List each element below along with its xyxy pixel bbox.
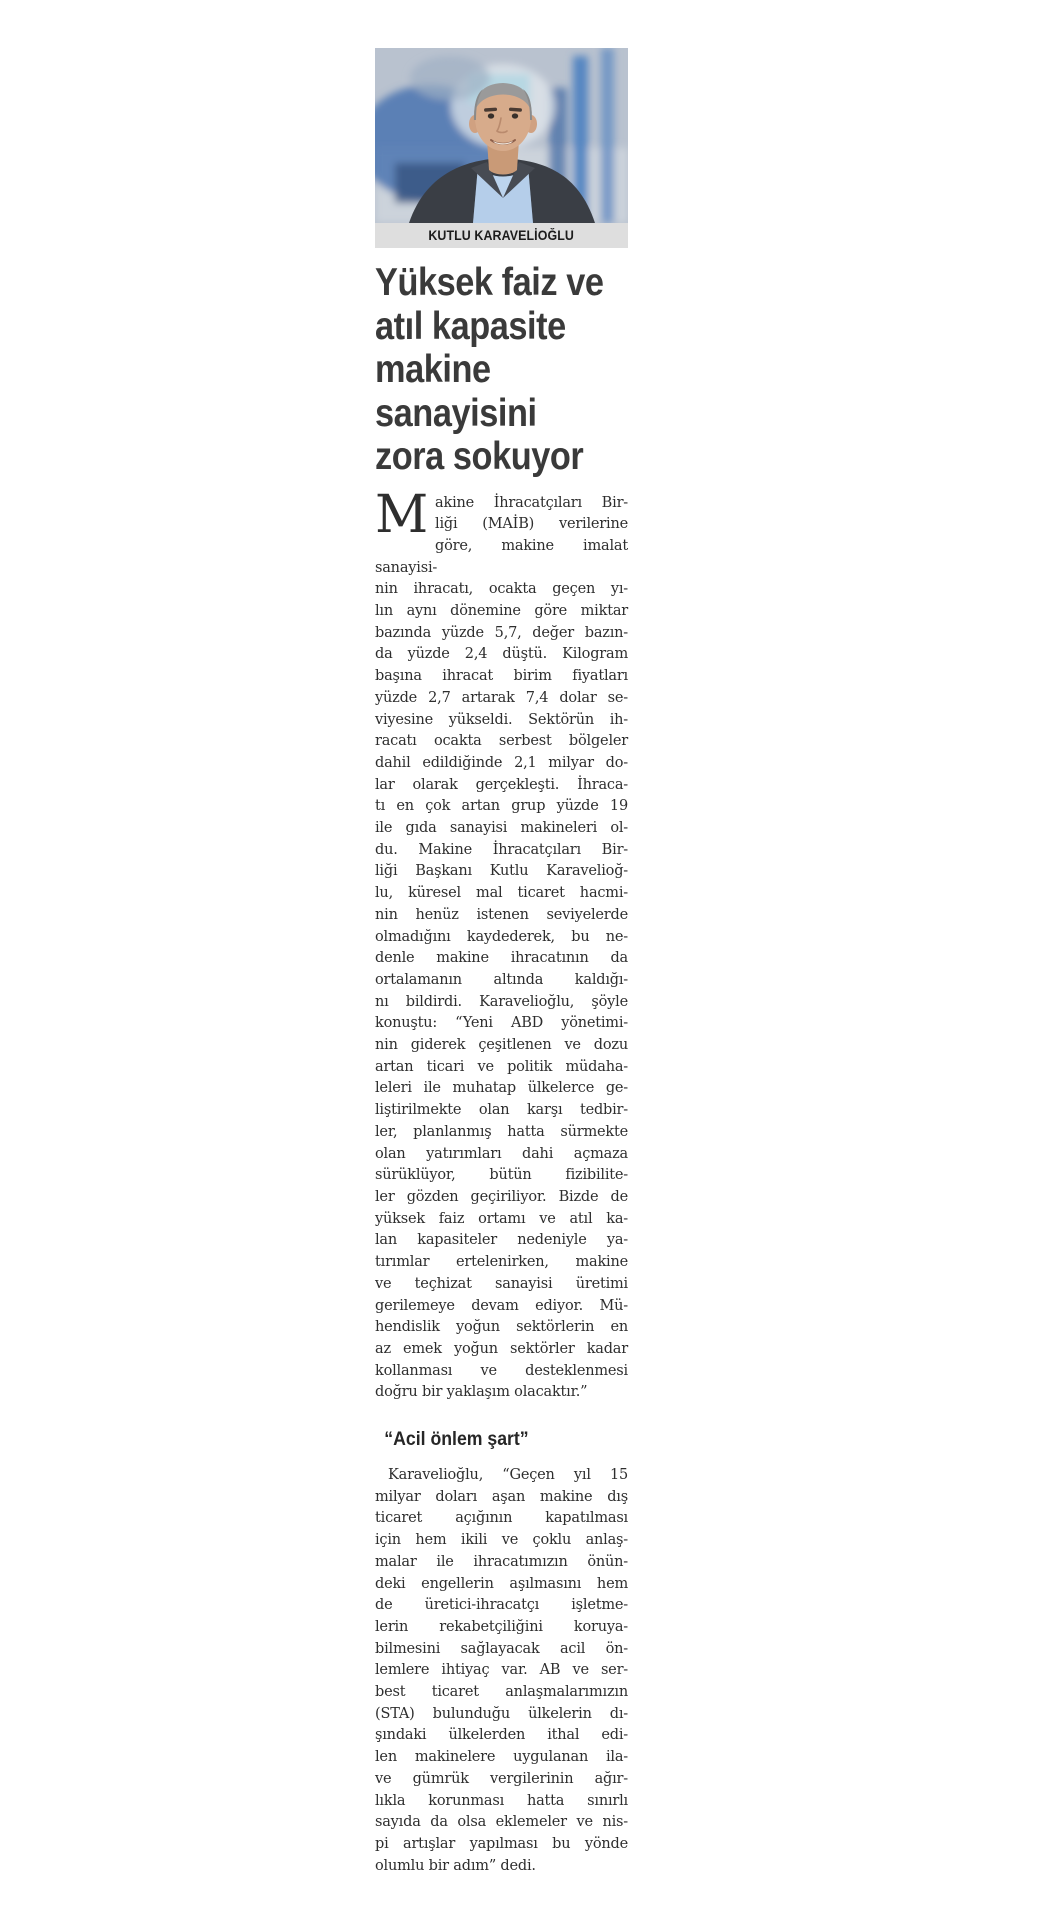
- body-line: bazında yüzde 5,7, değer bazın-: [375, 624, 628, 641]
- body-line: viyesine yükseldi. Sektörün ih-: [375, 711, 628, 728]
- body-line: nin ihracatı, ocakta geçen yı-: [375, 581, 628, 598]
- photo-caption-bar: [375, 223, 628, 248]
- body-line: denle makine ihracatının da: [375, 950, 628, 967]
- body-line: Karavelioğlu, “Geçen yıl 15: [388, 1467, 628, 1484]
- headline: [375, 261, 628, 479]
- body-line: liştirilmekte olan karşı tedbir-: [375, 1102, 628, 1119]
- headline-line: atıl kapasite: [375, 304, 566, 348]
- body-line: nin henüz istenen seviyelerde: [375, 906, 628, 923]
- body-line: sürüklüyor, bütün fizibilite-: [375, 1167, 628, 1184]
- headline-line: sanayisini: [375, 391, 537, 435]
- paragraph-1: [375, 484, 628, 1405]
- body-line: lemlere ihtiyaç var. AB ve ser-: [375, 1662, 628, 1679]
- body-line: sayıda da olsa eklemeler ve nis-: [375, 1814, 628, 1831]
- body-line: göre, makine imalat sanayisi-: [375, 537, 628, 576]
- body-line: lıkla korunması hatta sınırlı: [375, 1792, 628, 1809]
- body-line: (STA) bulunduğu ülkelerin dı-: [375, 1705, 628, 1722]
- body-line: ve teçhizat sanayisi üretimi: [375, 1275, 628, 1292]
- body-line: artan ticari ve politik müdaha-: [375, 1058, 628, 1075]
- body-line: için hem ikili ve çoklu anlaş-: [375, 1532, 628, 1549]
- headline-line: makine: [375, 348, 491, 391]
- body-line: lın aynı dönemine göre miktar: [375, 603, 628, 620]
- body-line: ve gümrük vergilerinin ağır-: [375, 1770, 628, 1787]
- body-line: malar ile ihracatımızın önün-: [375, 1553, 628, 1570]
- body-line: ticaret açığının kapatılması: [375, 1510, 628, 1527]
- paragraph-2: [375, 1465, 628, 1877]
- body-line: pi artışlar yapılması bu yönde: [375, 1835, 628, 1852]
- body-line: liği (MAİB) verilerine: [435, 516, 628, 533]
- body-line: nin giderek çeşitlenen ve dozu: [375, 1037, 628, 1054]
- article-column: [375, 48, 628, 1919]
- body-line: az emek yoğun sektörler kadar: [375, 1340, 628, 1357]
- body-line: deki engellerin aşılmasını hem: [375, 1575, 628, 1592]
- body-line: tırımlar ertelenirken, makine: [375, 1254, 628, 1271]
- body-line: lan kapasiteler nedeniyle ya-: [375, 1232, 628, 1249]
- body-line: ortalamanın altında kaldığı-: [375, 971, 628, 988]
- headline-line: Yüksek faiz ve: [375, 261, 604, 304]
- body-line: lerin rekabetçiliğini koruya-: [375, 1618, 628, 1635]
- body-line: olumlu bir adım” dedi.: [375, 1857, 536, 1874]
- body-line: racatı ocakta serbest bölgeler: [375, 733, 628, 750]
- portrait-photo-graphic: [375, 48, 628, 223]
- body-line: konuştu: “Yeni ABD yönetimi-: [375, 1015, 628, 1032]
- body-line: tı en çok artan grup yüzde 19: [375, 798, 628, 815]
- body-line: best ticaret anlaşmalarımızın: [375, 1684, 628, 1701]
- body-line: milyar doları aşan makine dış: [375, 1488, 628, 1505]
- body-line: ler, planlanmış hatta sürmekte: [375, 1123, 628, 1140]
- body-line: liği Başkanı Kutlu Karavelioğ-: [375, 863, 628, 880]
- body-line: ler gözden geçiriliyor. Bizde de: [375, 1189, 628, 1205]
- article-photo: [375, 48, 628, 223]
- body-line: lar olarak gerçekleşti. İhraca-: [375, 776, 628, 793]
- body-line: başına ihracat birim fiyatları: [375, 668, 628, 685]
- subhead: “Acil önlem şart”: [384, 1429, 529, 1451]
- body-line: yüzde 2,7 artarak 7,4 dolar se-: [375, 689, 628, 706]
- body-line: dahil edildiğinde 2,1 milyar do-: [375, 754, 628, 771]
- body-line: hendislik yoğun sektörlerin en: [375, 1319, 628, 1336]
- body-line: gerilemeye devam ediyor. Mü-: [375, 1297, 628, 1314]
- body-line: olan yatırımları dahi açmaza: [375, 1145, 628, 1162]
- body-line: lu, küresel mal ticaret hacmi-: [375, 885, 628, 902]
- paragraph-1-lines: [375, 484, 628, 1405]
- body-line: du. Makine İhracatçıları Bir-: [375, 841, 628, 858]
- body-line: kollanması ve desteklenmesi: [375, 1362, 628, 1379]
- body-line: yüksek faiz ortamı ve atıl ka-: [375, 1210, 628, 1227]
- body-line: leleri ile muhatap ülkelerce ge-: [375, 1080, 628, 1097]
- body-line: doğru bir yaklaşım olacaktır.”: [375, 1384, 588, 1401]
- headline-line: zora sokuyor: [375, 435, 584, 478]
- body-line: akine İhracatçıları Bir-: [435, 494, 628, 511]
- paragraph-2-lines: [375, 1465, 628, 1877]
- dropcap: M: [375, 484, 429, 545]
- body-line: de üretici-ihracatçı işletme-: [375, 1597, 628, 1614]
- body-line: da yüzde 2,4 düştü. Kilogram: [375, 646, 628, 663]
- body-line: şındaki ülkelerden ithal edi-: [375, 1727, 628, 1744]
- photo-caption: KUTLU KARAVELİOĞLU: [428, 227, 575, 243]
- body-line: len makinelere uygulanan ila-: [375, 1749, 628, 1766]
- body-line: ile gıda sanayisi makineleri ol-: [375, 820, 628, 837]
- body-line: olmadığını kaydederek, bu ne-: [375, 928, 628, 945]
- body-line: nı bildirdi. Karavelioğlu, şöyle: [375, 993, 628, 1010]
- body-line: bilmesini sağlayacak acil ön-: [375, 1640, 628, 1657]
